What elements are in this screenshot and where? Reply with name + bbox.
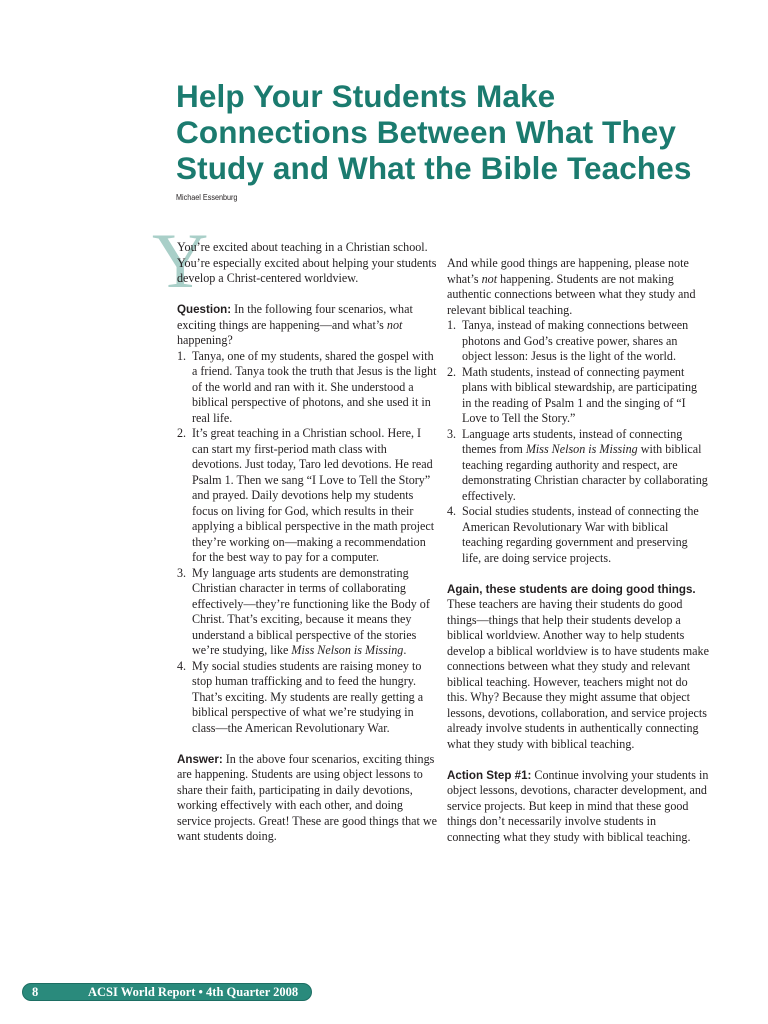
list-item-text: Tanya, instead of making connections between photons and God’s creative power, shares an object lesson: Jesus is the light of the world. [462, 318, 689, 363]
list-item [447, 427, 709, 505]
title-line-2: Connections Between What They [176, 114, 676, 150]
list-item-text: Social studies students, instead of connecting the American Revolutionary War with biblical teaching regarding government and preserving life, are doing service projects. [462, 504, 699, 565]
list-item-text: My social studies students are raising money to stop human trafficking and to feed the hungry. That’s exciting. My students are really getting a biblical perspective of what we’re studying in class—the American Revolutionary War. [192, 658, 424, 735]
connection-list [447, 318, 709, 566]
list-item [177, 566, 439, 659]
intro-text-end: happening. Students are not making authentic connections between what they study and relevant biblical teaching. [447, 271, 696, 317]
list-item-text-end: . [403, 643, 407, 657]
list-item-text: Math students, instead of connecting payment plans with biblical stewardship, are participating in the reading of Psalm 1 and the singing of “I Love to Tell the Story.” [462, 364, 698, 425]
answer-text: In the above four scenarios, exciting things are happening. Students are using object lessons to share their faith, participating in daily devotions, working effectively with each other, and doing service projects. Great! These are good things that we want students doing. [177, 751, 438, 843]
action-step-text: Continue involving your students in object lessons, devotions, character development, and service projects. But keep in mind that these good things don’t necessarily involve students in connecting what they study with biblical teaching. [447, 767, 709, 844]
drop-cap: Y [152, 217, 209, 304]
question-emphasis: not [386, 317, 403, 332]
title-line-1: Help Your Students Make [176, 78, 556, 114]
question-lead: Question: [177, 303, 232, 316]
list-item [177, 349, 439, 427]
author-byline: Michael Essenburg [176, 192, 238, 202]
action-step-lead: Action Step #1: [447, 768, 532, 782]
list-item-text: Language arts students, instead of connecting themes from [462, 426, 683, 456]
title-line-3: Study and What the Bible Teaches [176, 150, 692, 186]
again-lead: Again, these students are doing good things. [447, 582, 696, 596]
list-item-text: It’s great teaching in a Christian school. Here, I can start my first-period math class with devotions. Just today, Taro led devotions. He read Psalm 1. Then we sang “I Love to Tell the Story” and prayed. Daily devotions help my students focus on living for God, which results in their applying a biblical perspective in the math project they’re working on—making a recommendation for the best way to pay for a computer. [192, 426, 435, 564]
intro-paragraph: You’re excited about teaching in a Christian school. You’re especially excited about helping your students develop a Christ-centered worldview. [177, 240, 437, 285]
again-paragraph [447, 582, 709, 753]
list-item-text: My language arts students are demonstrating Christian character in terms of collaborating effectively—they’re functioning like the Body of Christ. That’s exciting, because it means they understand a biblical perspective of the stories we’re studying, like [192, 565, 430, 657]
question-text-end: happening? [177, 333, 233, 347]
intro-text: And while good things are happening, please note what’s [447, 256, 689, 286]
list-item [447, 365, 709, 427]
book-title: Miss Nelson is Missing [291, 643, 404, 657]
list-item-text: Tanya, one of my students, shared the gospel with a friend. Tanya took the truth that Jesus is the light of the world and ran with it. She understood a biblical perspective of photons, and she used it in real life. [192, 348, 437, 425]
list-item [447, 318, 709, 365]
action-step-paragraph [447, 768, 709, 846]
list-item [177, 659, 439, 737]
question-paragraph [177, 302, 439, 349]
intro-emphasis: not [481, 271, 498, 286]
list-item [447, 504, 709, 566]
list-item [177, 426, 439, 566]
book-title: Miss Nelson is Missing [525, 442, 638, 456]
right-column [447, 256, 709, 861]
scenario-list [177, 349, 439, 737]
left-column [177, 240, 439, 860]
page-number: 8 [32, 985, 39, 999]
answer-lead: Answer: [177, 752, 223, 766]
answer-paragraph [177, 752, 439, 845]
question-text: In the following four scenarios, what exciting things are happening—and what’s [177, 302, 413, 332]
article-title [176, 78, 736, 186]
intro-paragraph [447, 256, 709, 318]
publication-name: ACSI World Report • 4th Quarter 2008 [88, 985, 299, 999]
again-text: These teachers are having their students do good things—things that help their students develop a biblical worldview. Another way to help students develop a biblical worldview is to have students make connections between what they study and relevant biblical teaching. However, teachers might not do this. Why? Because they might assume that object lessons, devotions, collaboration, and service projects already involve students in authentically connecting what they study with biblical teaching. [447, 597, 709, 751]
list-item-text-end: with biblical teaching regarding authority and respect, are demonstrating Christian character by collaborating effectively. [462, 442, 708, 503]
